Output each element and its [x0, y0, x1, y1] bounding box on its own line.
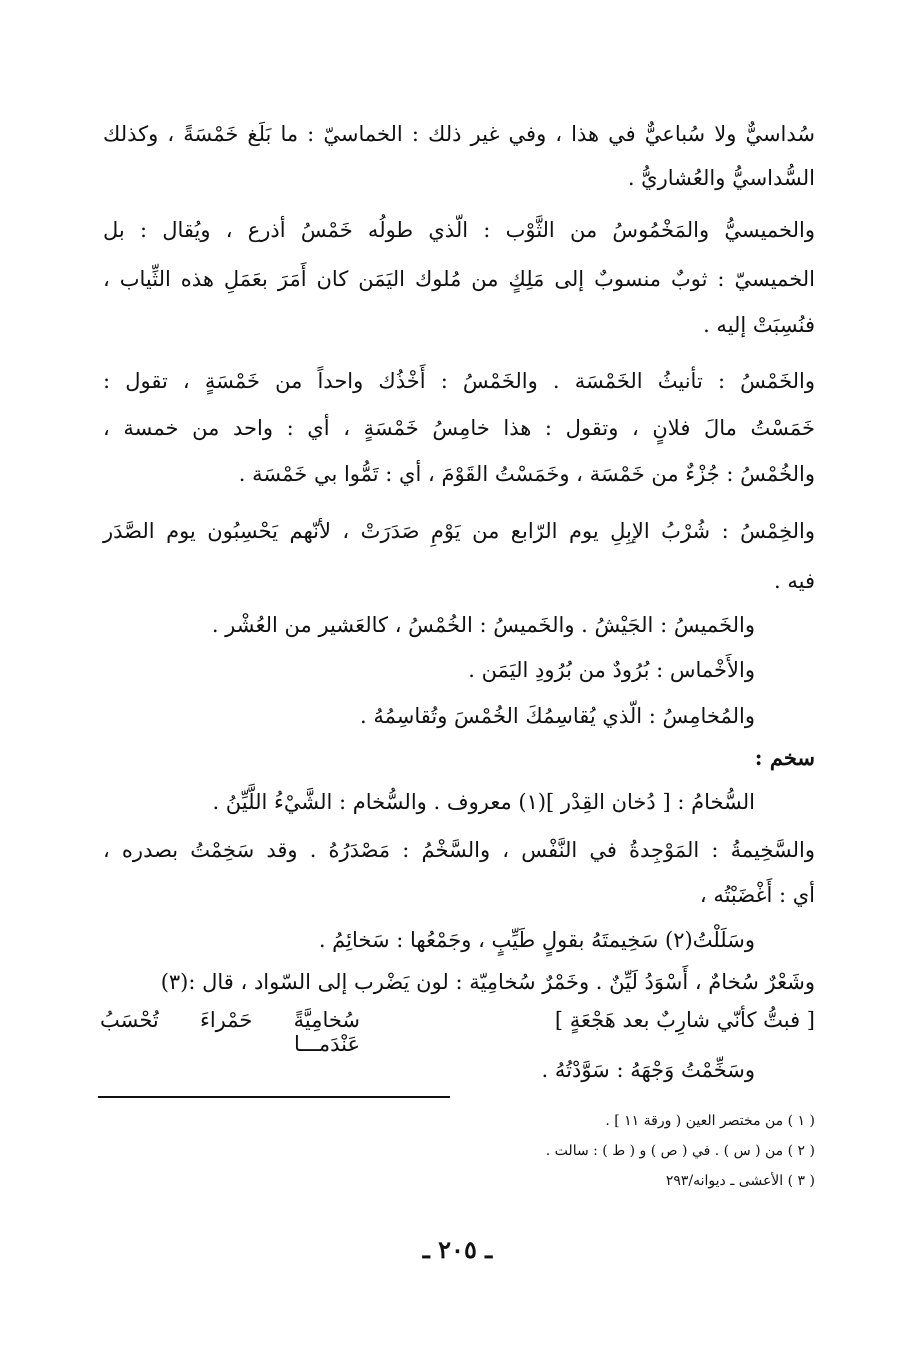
section-heading: سخم : — [754, 745, 815, 770]
text-line-4: الخميسيّ : ثوبٌ منسوبٌ إلى مَلِكٍ من مُلوك اليَمَن كان أَمَرَ بعَمَلِ هذه الثِّياب ، — [103, 267, 815, 291]
verse-second-hemistich: سُخامِيَّةً حَمْراءَ تُحْسَبُ عَنْدَمـــا — [100, 1008, 360, 1056]
text-line-17: أي : أَغْضَبْتُه ، — [699, 883, 815, 907]
page-number: ـ ٢٠٥ ـ — [422, 1235, 493, 1264]
text-line-18: وسَلَلْتُ(٢) سَخِيمتَهُ بقولٍ طَيِّبٍ ، وجَمْعُها : سَخائِمُ . — [318, 928, 755, 952]
footnote-2: ( ٢ ) من ( س ) . في ( ص ) و ( ط ) : سالت . — [545, 1143, 815, 1159]
text-line-6: والخَمْسُ : تأنيثُ الخَمْسَة . والخَمْسُ : أَخْذُك واحداً من خَمْسَةٍ ، تقول : — [103, 369, 815, 393]
text-line-5: فنُسِبَتْ إليه . — [703, 313, 815, 337]
text-line-19: وشَعْرٌ سُخامٌ ، أَسْوَدُ لَيِّنٌ . وخَمْرٌ سُخامِيّة : لون يَضْرب إلى السّواد ، قال :(٣) — [160, 970, 815, 994]
footnote-divider — [98, 1096, 450, 1098]
text-line-2: السُّداسيُّ والعُشاريُّ . — [627, 166, 815, 190]
footnote-3: ( ٣ ) الأعشى ـ ديوانه/٢٩٣ — [665, 1173, 815, 1189]
text-line-13: والمُخامِسُ : الّذي يُقاسِمُكَ الخُمْسَ وتُقاسِمُهُ . — [360, 704, 755, 728]
text-line-after-verse: وسَخِّمْتُ وَجْهَهُ : سَوَّدْتُهُ . — [541, 1058, 755, 1082]
text-line-9: والخِمْسُ : شُرْبُ الإبِلِ يوم الرّابع من يَوْمِ صَدَرَتْ ، لأنّهم يَحْسِبُون يوم الصَّدَر — [103, 519, 815, 543]
text-line-16: والسَّخِيمةُ : المَوْجِدةُ في النَّفْس ، والسَّخْمُ : مَصْدَرُهُ . وقد سَخِمْتُ بصدره ، — [103, 838, 815, 862]
text-line-8: والخُمْسُ : جُزْءٌ من خَمْسَة ، وخَمَسْتُ القَوْمَ ، أي : تَمُّوا بي خَمْسَة . — [238, 462, 815, 486]
text-line-1: سُداسيٌّ ولا سُباعيٌّ في هذا ، وفي غير ذلك : الخماسيّ : ما بَلَغ خَمْسَةً ، وكذلك — [103, 122, 815, 146]
verse-first-hemistich: [ فبتُّ كأنّي شارِبٌ بعد هَجْعَةٍ ] — [554, 1008, 815, 1032]
text-line-15: السُّخامُ : [ دُخان القِدْر ](١) معروف . والسُّخام : الشَّيْءُ اللَّيِّنُ . — [212, 790, 755, 814]
text-line-7: خَمَسْتُ مالَ فلانٍ ، وتقول : هذا خامِسُ خَمْسَةٍ ، أي : واحد من خمسة ، — [103, 416, 815, 440]
text-line-3: والخميسيُّ والمَخْمُوسُ من الثَّوْب : الّذي طولُه خَمْسُ أذرع ، ويُقال : بل — [103, 218, 815, 242]
footnote-1: ( ١ ) من مختصر العين ( ورقة ١١ ] . — [605, 1113, 815, 1129]
text-line-12: والأَخْماس : بُرُودٌ من بُرُودِ اليَمَن . — [468, 658, 755, 682]
text-line-11: والخَميسُ : الجَيْشُ . والخَميسُ : الخُمْسُ ، كالعَشير من العُشْر . — [211, 613, 755, 637]
text-line-10: فيه . — [774, 569, 815, 593]
